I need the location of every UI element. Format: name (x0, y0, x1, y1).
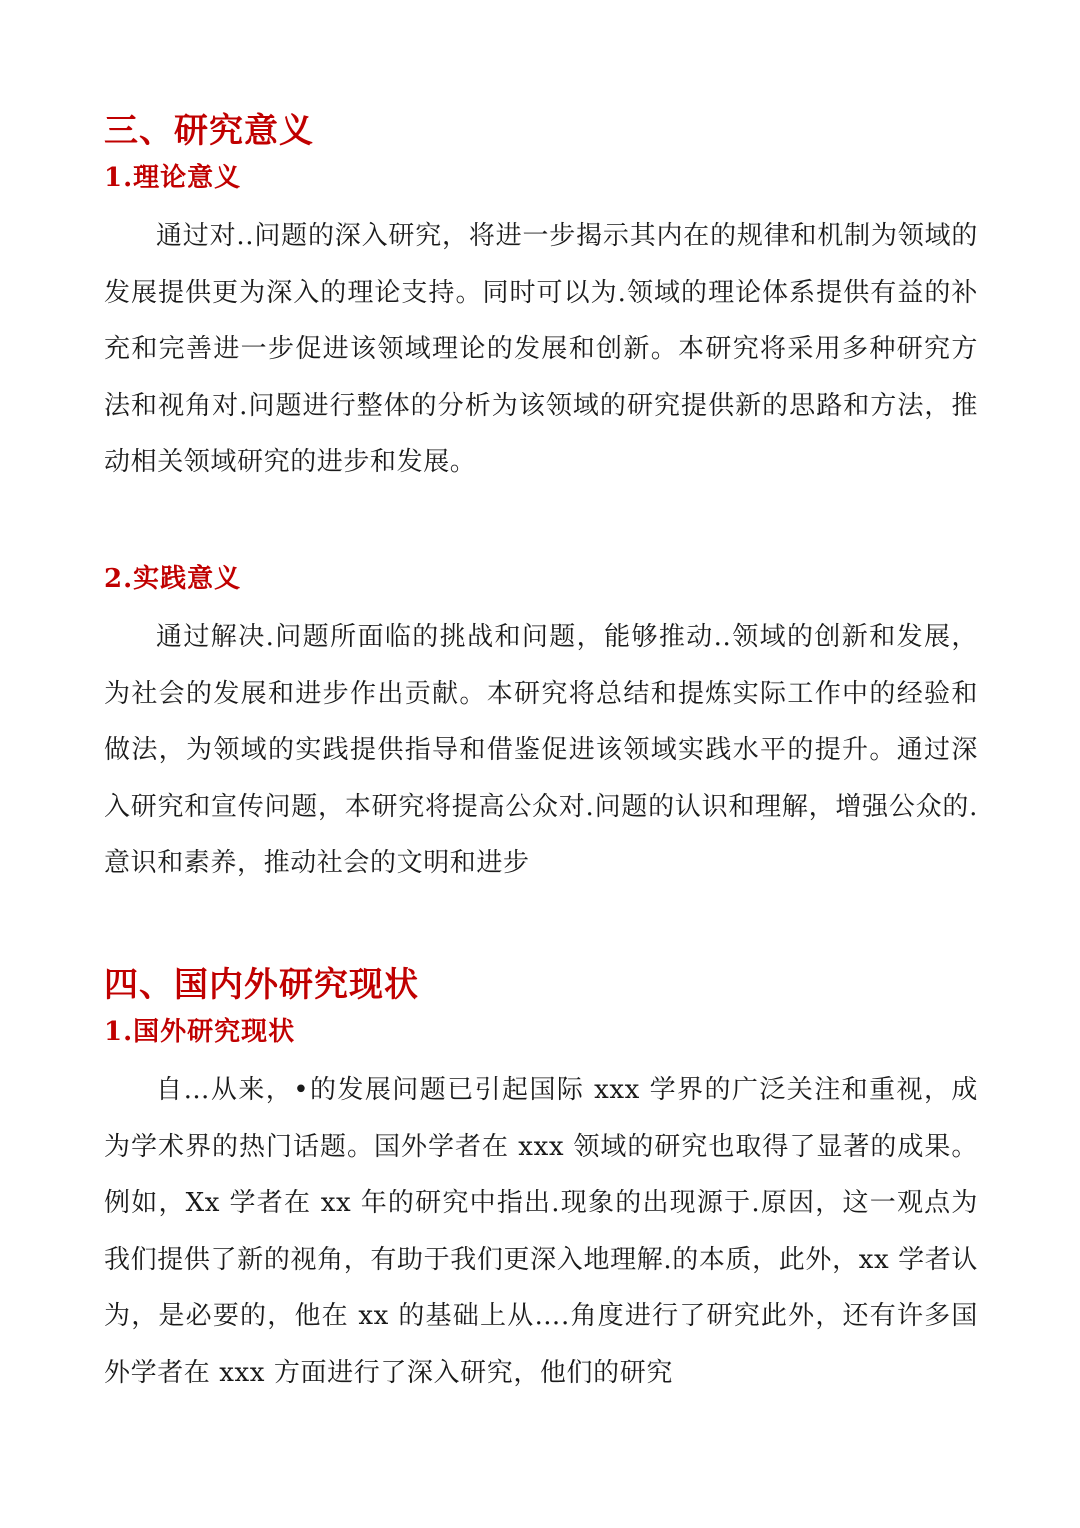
section-title-research-status: 四、国内外研究现状 (104, 964, 419, 1005)
paragraph-foreign-research-status: 自…从来，•的发展问题已引起国际 xxx 学界的广泛关注和重视，成为学术界的热门话题。国外学者在 xxx 领域的研究也取得了显著的成果。例如，Xx 学者在 xx 年的研究中指出.现象的出现源于.原因，这一观点为我们提供了新的视角，有助于我们更深入地理解.的本质，此外，xx 学者认为，是必要的，他在 xx 的基础上从….角度进行了研究此外，还有许多国外学者在 xxx 方面进行了深入研究，他们的研究 (104, 1074, 978, 1388)
paragraph-spacer (104, 491, 978, 557)
subsection-title-practical-significance: 2.实践意义 (104, 563, 242, 594)
document-content (104, 108, 978, 1402)
section-spacer (104, 892, 978, 962)
section-title-research-significance: 三、研究意义 (104, 111, 314, 151)
subsection-title-foreign-research-status: 1.国外研究现状 (104, 1016, 296, 1047)
subsection-title-theoretical-significance: 1.理论意义 (104, 163, 242, 193)
paragraph-theoretical-significance: 通过对..问题的深入研究，将进一步揭示其内在的规律和机制为领域的发展提供更为深入的理论支持。同时可以为.领域的理论体系提供有益的补充和完善进一步促进该领域理论的发展和创新。本研究将采用多种研究方法和视角对.问题进行整体的分析为该领域的研究提供新的思路和方法，推动相关领域研究的进步和发展。 (104, 221, 978, 478)
paragraph-practical-significance: 通过解决.问题所面临的挑战和问题，能够推动..领域的创新和发展，为社会的发展和进步作出贡献。本研究将总结和提炼实际工作中的经验和做法，为领域的实践提供指导和借鉴促进该领域实践水平的提升。通过深入研究和宣传问题，本研究将提高公众对.问题的认识和理解，增强公众的.意识和素养，推动社会的文明和进步 (104, 621, 978, 879)
